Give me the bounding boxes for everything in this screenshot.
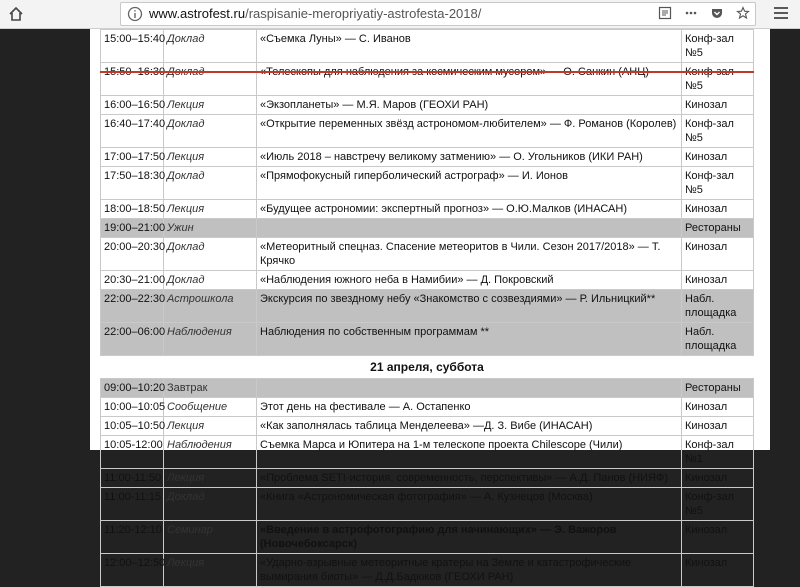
title-cell: «Съемка Луны» — С. Иванов bbox=[257, 30, 682, 63]
place-cell: Кинозал bbox=[682, 521, 754, 554]
type-cell: Астрошкола bbox=[164, 290, 257, 323]
place-cell: Кинозал bbox=[682, 96, 754, 115]
place-cell: №5 bbox=[682, 63, 754, 96]
type-cell: Доклад bbox=[164, 488, 257, 521]
schedule-row bbox=[101, 436, 754, 469]
address-bar[interactable] bbox=[120, 2, 756, 26]
url-domain: www.astrofest.ru bbox=[149, 6, 246, 21]
page-content bbox=[90, 29, 770, 583]
page-viewport bbox=[0, 29, 800, 583]
menu-button[interactable] bbox=[772, 5, 790, 21]
schedule-row bbox=[101, 200, 754, 219]
schedule-row bbox=[101, 30, 754, 63]
time-cell: 22:00–22:30 bbox=[101, 290, 164, 323]
type-cell: Лекция bbox=[164, 469, 257, 488]
title-cell: Съемка Марса и Юпитера на 1-м телескопе проекта Chilescope (Чили) bbox=[257, 436, 682, 469]
time-cell: 11:00-11:15 bbox=[101, 488, 164, 521]
time-cell: 17:50–18:30 bbox=[101, 167, 164, 200]
time-cell: 15:00–15:40 bbox=[101, 30, 164, 63]
type-cell: Доклад bbox=[164, 167, 257, 200]
time-cell: 18:00–18:50 bbox=[101, 200, 164, 219]
place-cell: Конф-зал №5 bbox=[682, 30, 754, 63]
schedule-row bbox=[101, 554, 754, 587]
ellipsis-icon bbox=[684, 6, 698, 20]
time-cell: 17:00–17:50 bbox=[101, 148, 164, 167]
hamburger-icon bbox=[772, 5, 790, 21]
place-cell: Кинозал bbox=[682, 271, 754, 290]
title-cell: Этот день на фестивале — А. Остапенко bbox=[257, 398, 682, 417]
schedule-row bbox=[101, 63, 754, 96]
title-cell: Экскурсия по звездному небу «Знакомство с созвездиями» — Р. Ильницкий** bbox=[257, 290, 682, 323]
title-cell: «Открытие переменных звёзд астрономом-любителем» — Ф. Романов (Королев) bbox=[257, 115, 682, 148]
schedule-row bbox=[101, 469, 754, 488]
time-cell: 11:00-11:50 bbox=[101, 469, 164, 488]
type-cell: Лекция bbox=[164, 148, 257, 167]
title-cell: «Прямофокусный гиперболический астрограф» — И. Ионов bbox=[257, 167, 682, 200]
title-cell: «Как заполнялась таблица Менделеева» —Д. З. Вибе (ИНАСАН) bbox=[257, 417, 682, 436]
place-cell: Кинозал bbox=[682, 200, 754, 219]
time-cell: 16:00–16:50 bbox=[101, 96, 164, 115]
type-cell: Наблюдения bbox=[164, 436, 257, 469]
type-cell: Ужин bbox=[164, 219, 257, 238]
time-cell: 10:00–10:05 bbox=[101, 398, 164, 417]
place-cell: Кинозал bbox=[682, 417, 754, 436]
schedule-row bbox=[101, 96, 754, 115]
type-cell: Лекция bbox=[164, 554, 257, 587]
highlight-underline bbox=[100, 71, 754, 73]
reader-view-button[interactable] bbox=[657, 5, 673, 21]
type-cell: Лекция bbox=[164, 200, 257, 219]
title-cell: «Будущее астрономии: экспертный прогноз» — О.Ю.Малков (ИНАСАН) bbox=[257, 200, 682, 219]
time-cell: 20:00–20:30 bbox=[101, 238, 164, 271]
schedule-row bbox=[101, 290, 754, 323]
schedule-row bbox=[101, 219, 754, 238]
type-cell: Доклад bbox=[164, 30, 257, 63]
info-icon[interactable] bbox=[127, 6, 143, 22]
place-cell: Конф-зал №5 bbox=[682, 488, 754, 521]
type-cell: Доклад bbox=[164, 115, 257, 148]
pocket-button[interactable] bbox=[709, 5, 725, 21]
title-cell: «Метеоритный спецназ. Спасение метеоритов в Чили. Сезон 2017/2018» — Т. Крячко bbox=[257, 238, 682, 271]
title-cell: «Введение в астрофотографию для начинающих» — Э. Важоров (Новочебоксарск) bbox=[257, 521, 682, 554]
time-cell: 10:05-12:00 bbox=[101, 436, 164, 469]
place-cell: Набл. площадка bbox=[682, 323, 754, 356]
title-cell: «Наблюдения южного неба в Намибии» — Д. Покровский bbox=[257, 271, 682, 290]
title-cell: Наблюдения по собственным программам ** bbox=[257, 323, 682, 356]
time-cell: 11:20-12:10 bbox=[101, 521, 164, 554]
type-cell: Завтрак bbox=[164, 379, 257, 398]
title-cell: «Книга «Астрономическая фотография» — А. Кузнецов (Москва) bbox=[257, 488, 682, 521]
home-button[interactable] bbox=[6, 4, 26, 24]
schedule-row bbox=[101, 521, 754, 554]
place-cell: Кинозал bbox=[682, 398, 754, 417]
schedule-row bbox=[101, 148, 754, 167]
type-cell bbox=[164, 63, 257, 96]
type-cell: Наблюдения bbox=[164, 323, 257, 356]
schedule-row bbox=[101, 238, 754, 271]
browser-toolbar bbox=[0, 0, 800, 29]
time-cell: 09:00–10:20 bbox=[101, 379, 164, 398]
title-cell bbox=[257, 63, 682, 96]
type-cell: Доклад bbox=[164, 238, 257, 271]
place-cell: Конф-зал №5 bbox=[682, 167, 754, 200]
time-cell bbox=[101, 63, 164, 96]
url-path: /raspisanie-meropriyatiy-astrofesta-2018/ bbox=[245, 6, 482, 21]
title-cell: «Июль 2018 – навстречу великому затмению» — О. Угольников (ИКИ РАН) bbox=[257, 148, 682, 167]
schedule-row bbox=[101, 167, 754, 200]
day-header-row bbox=[101, 356, 754, 379]
schedule-table bbox=[100, 29, 754, 587]
title-cell: «Ударно-взрывные метеоритные кратеры на Земле и катастрофические вымирания биоты» — Д.Д.Бадюков (ГЕОХИ РАН) bbox=[257, 554, 682, 587]
schedule-row bbox=[101, 488, 754, 521]
title-cell bbox=[257, 219, 682, 238]
time-cell: 20:30–21:00 bbox=[101, 271, 164, 290]
type-cell: Сообщение bbox=[164, 398, 257, 417]
type-cell: Семинар bbox=[164, 521, 257, 554]
title-cell: «Проблема SETI-история, современность, перспективы» — А.Д. Панов (НИЯФ) bbox=[257, 469, 682, 488]
time-cell: 22:00–06:00 bbox=[101, 323, 164, 356]
schedule-row bbox=[101, 115, 754, 148]
schedule-row bbox=[101, 417, 754, 436]
schedule-row bbox=[101, 271, 754, 290]
type-cell: Лекция bbox=[164, 96, 257, 115]
place-cell: Набл. площадка bbox=[682, 290, 754, 323]
star-icon bbox=[736, 6, 750, 20]
place-cell: Кинозал bbox=[682, 238, 754, 271]
place-cell: Кинозал bbox=[682, 148, 754, 167]
time-cell: 19:00–21:00 bbox=[101, 219, 164, 238]
bookmark-button[interactable] bbox=[735, 5, 751, 21]
time-cell: 12:00–12:50 bbox=[101, 554, 164, 587]
title-cell bbox=[257, 379, 682, 398]
pocket-icon bbox=[710, 6, 724, 20]
place-cell: Конф-зал №5 bbox=[682, 115, 754, 148]
schedule-row bbox=[101, 323, 754, 356]
schedule-row bbox=[101, 398, 754, 417]
reader-icon bbox=[658, 6, 672, 20]
url-text bbox=[149, 6, 481, 21]
time-cell: 10:05–10:50 bbox=[101, 417, 164, 436]
place-cell: Рестораны bbox=[682, 219, 754, 238]
schedule-row bbox=[101, 379, 754, 398]
place-cell: Рестораны bbox=[682, 379, 754, 398]
place-cell: Кинозал bbox=[682, 469, 754, 488]
day-header: 21 апреля, суббота bbox=[101, 356, 754, 379]
place-cell: Кинозал bbox=[682, 554, 754, 587]
home-icon bbox=[8, 6, 24, 22]
place-cell: Конф-зал №1 bbox=[682, 436, 754, 469]
type-cell: Лекция bbox=[164, 417, 257, 436]
title-cell: «Экзопланеты» — М.Я. Маров (ГЕОХИ РАН) bbox=[257, 96, 682, 115]
type-cell: Доклад bbox=[164, 271, 257, 290]
time-cell: 16:40–17:40 bbox=[101, 115, 164, 148]
more-actions-button[interactable] bbox=[683, 5, 699, 21]
